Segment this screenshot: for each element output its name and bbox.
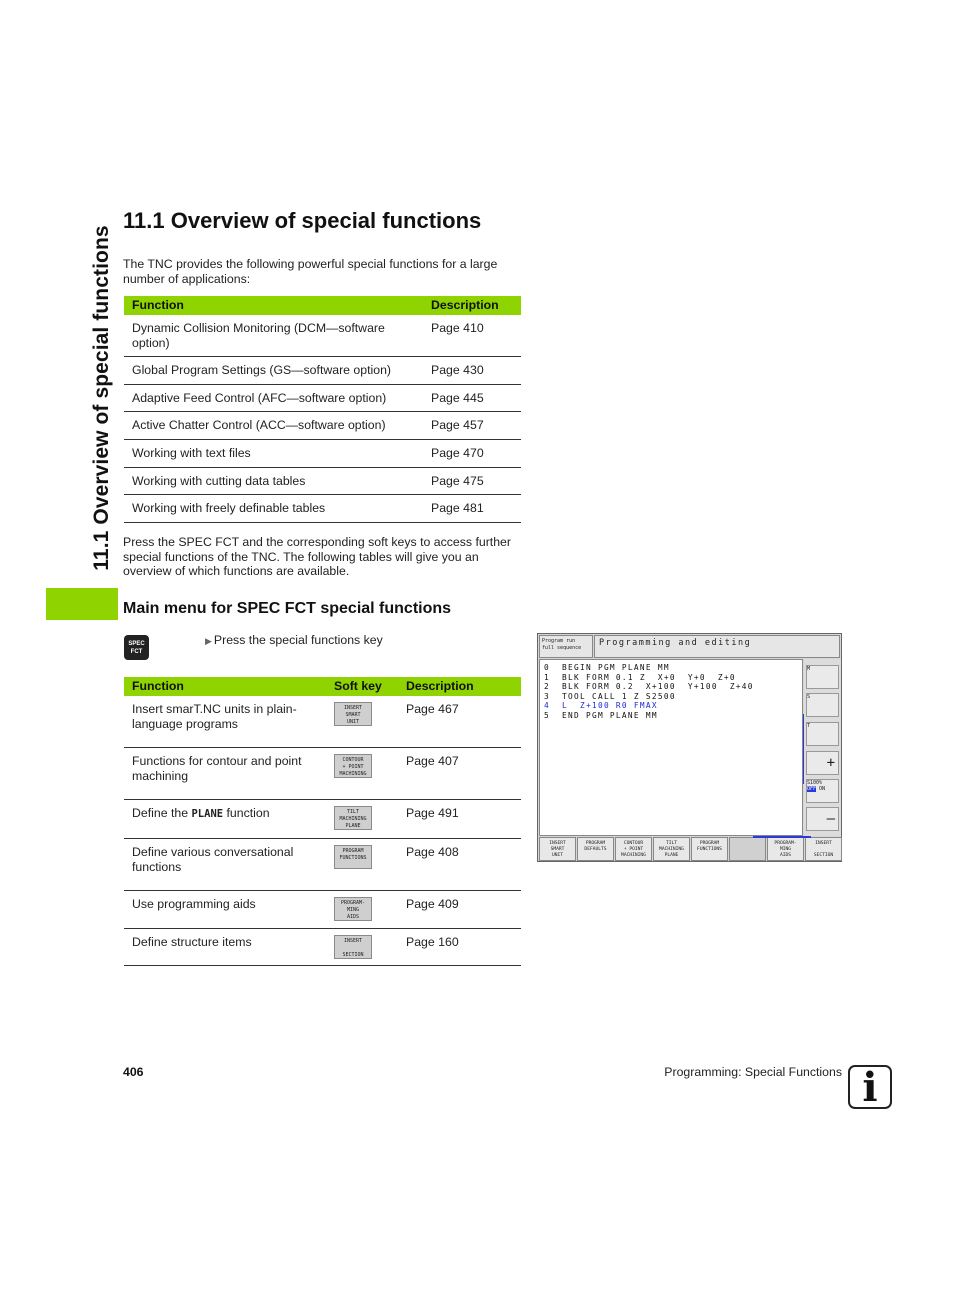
page-cell: Page 481 — [423, 495, 521, 523]
program-line: 4 L Z+100 R0 FMAX — [544, 701, 658, 711]
function-cell: Adaptive Feed Control (AFC—software option) — [124, 384, 423, 412]
spec-fct-key-icon: SPEC FCT — [124, 635, 149, 660]
function-text: Define various conversational functions — [132, 844, 294, 874]
softkey-icon: TILT MACHINING PLANE — [334, 806, 372, 830]
side-chapter-title: 11.1 Overview of special functions — [90, 225, 113, 571]
off-label: OFF — [807, 786, 817, 792]
info-icon: i — [848, 1065, 892, 1109]
page-cell: Page 470 — [423, 439, 521, 467]
function-cell — [124, 748, 326, 800]
t-label: T — [807, 723, 811, 729]
page-number: 406 — [123, 1065, 144, 1079]
screen-softkey: PROGRAM- MING AIDS — [767, 837, 804, 861]
page-cell: Page 445 — [423, 384, 521, 412]
page-cell: Page 407 — [398, 748, 521, 800]
page-cell: Page 491 — [398, 800, 521, 839]
table-row — [124, 495, 521, 523]
s-function-button — [806, 693, 839, 717]
table-row — [124, 315, 521, 357]
program-line: 3 TOOL CALL 1 Z S2500 — [544, 691, 676, 701]
key-instruction — [205, 633, 383, 647]
function-cell: Dynamic Collision Monitoring (DCM—software option) — [124, 315, 423, 357]
table-header-row — [124, 296, 521, 315]
header-function: Function — [124, 296, 423, 315]
page-cell: Page 457 — [423, 412, 521, 440]
m-function-button — [806, 665, 839, 689]
function-cell: Working with freely definable tables — [124, 495, 423, 523]
table-row — [124, 838, 521, 890]
softkey-cell — [326, 928, 398, 966]
table-row — [124, 439, 521, 467]
softkey-icon: INSERT SECTION — [334, 935, 372, 959]
function-cell — [124, 838, 326, 890]
override-button — [806, 779, 839, 803]
header-function: Function — [124, 677, 326, 696]
footer-chapter: Programming: Special Functions — [664, 1065, 842, 1079]
table-row — [124, 748, 521, 800]
function-cell: Global Program Settings (GS—software option) — [124, 357, 423, 385]
softkey-cell — [326, 838, 398, 890]
softkey-icon: INSERT SMART UNIT — [334, 702, 372, 726]
on-label: ON — [819, 786, 826, 792]
t-function-button — [806, 722, 839, 746]
plus-icon: + — [826, 755, 835, 771]
special-functions-table — [124, 296, 521, 523]
override-label: S100% — [807, 780, 823, 786]
page-title: 11.1 Overview of special functions — [123, 208, 482, 233]
screen-softkey-indicator — [753, 836, 811, 838]
softkey-icon: PROGRAM- MING AIDS — [334, 897, 372, 921]
function-text: Define the — [132, 806, 192, 821]
table-row — [124, 696, 521, 748]
function-cell: Active Chatter Control (ACC—software option) — [124, 412, 423, 440]
table-row — [124, 384, 521, 412]
page-cell: Page 160 — [398, 928, 521, 966]
function-cell — [124, 696, 326, 748]
zoom-out-button — [806, 807, 839, 831]
key-instruction-text: Press the special functions key — [213, 633, 383, 647]
program-line: 0 BEGIN PGM PLANE MM — [544, 663, 670, 672]
screen-softkey: INSERT SECTION — [805, 837, 842, 861]
function-text-end: function — [223, 806, 270, 821]
table-header-row — [124, 677, 521, 696]
table-row — [124, 928, 521, 966]
screen-mode-small: Program run full sequence — [539, 635, 593, 658]
arrow-right-icon: ▶ — [205, 636, 212, 646]
zoom-in-button — [806, 751, 839, 775]
function-text: Define structure items — [132, 934, 252, 949]
screen-softkey: PROGRAM DEFAULTS — [577, 837, 614, 861]
softkey-icon: CONTOUR + POINT MACHINING — [334, 754, 372, 778]
softkey-cell — [326, 748, 398, 800]
intro-paragraph: The TNC provides the following powerful special functions for a large number of applications: — [123, 257, 498, 286]
tnc-screenshot — [537, 633, 842, 862]
page-cell: Page 408 — [398, 838, 521, 890]
page-cell: Page 410 — [423, 315, 521, 357]
s-label: S — [807, 694, 811, 700]
softkey-cell — [326, 696, 398, 748]
softkey-cell — [326, 891, 398, 929]
section-subheading: Main menu for SPEC FCT special functions — [123, 600, 452, 617]
m-label: M — [807, 666, 811, 672]
page-cell: Page 467 — [398, 696, 521, 748]
function-cell — [124, 891, 326, 929]
page-cell: Page 430 — [423, 357, 521, 385]
header-description: Description — [423, 296, 521, 315]
function-code: PLANE — [191, 808, 224, 821]
spec-fct-paragraph: Press the SPEC FCT and the corresponding soft keys to access further special functions of the TNC. The following tables will give you an overview of which functions are available. — [123, 535, 511, 579]
function-cell: Working with text files — [124, 439, 423, 467]
program-line: 1 BLK FORM 0.1 Z X+0 Y+0 Z+0 — [544, 672, 736, 682]
minus-icon: – — [826, 811, 835, 827]
header-description: Description — [398, 677, 521, 696]
table-row — [124, 412, 521, 440]
function-text: Functions for contour and point machining — [132, 754, 302, 783]
table-row — [124, 357, 521, 385]
page-cell: Page 409 — [398, 891, 521, 929]
screen-softkey: PROGRAM FUNCTIONS — [691, 837, 728, 861]
screen-softkey: TILT MACHINING PLANE — [653, 837, 690, 861]
function-cell — [124, 928, 326, 966]
screen-softkey — [729, 837, 766, 861]
program-listing — [539, 659, 803, 836]
spec-fct-menu-table — [124, 677, 521, 966]
function-text: Use programming aids — [132, 897, 256, 912]
page-cell: Page 475 — [423, 467, 521, 495]
softkey-cell — [326, 800, 398, 839]
header-softkey: Soft key — [326, 677, 398, 696]
function-cell: Working with cutting data tables — [124, 467, 423, 495]
softkey-icon: PROGRAM FUNCTIONS — [334, 845, 372, 869]
program-line: 5 END PGM PLANE MM — [544, 711, 658, 720]
program-line: 2 BLK FORM 0.2 X+100 Y+100 Z+40 — [544, 682, 754, 692]
table-row — [124, 467, 521, 495]
screen-softkey: INSERT SMART UNIT — [539, 837, 576, 861]
table-row — [124, 800, 521, 839]
table-row — [124, 891, 521, 929]
side-tab-marker — [46, 588, 118, 620]
screen-softkey: CONTOUR + POINT MACHINING — [615, 837, 652, 861]
function-text: Insert smarT.NC units in plain-language programs — [132, 702, 297, 731]
screen-mode-title: Programming and editing — [594, 635, 840, 658]
function-cell — [124, 800, 326, 839]
screen-right-panel — [804, 659, 841, 836]
